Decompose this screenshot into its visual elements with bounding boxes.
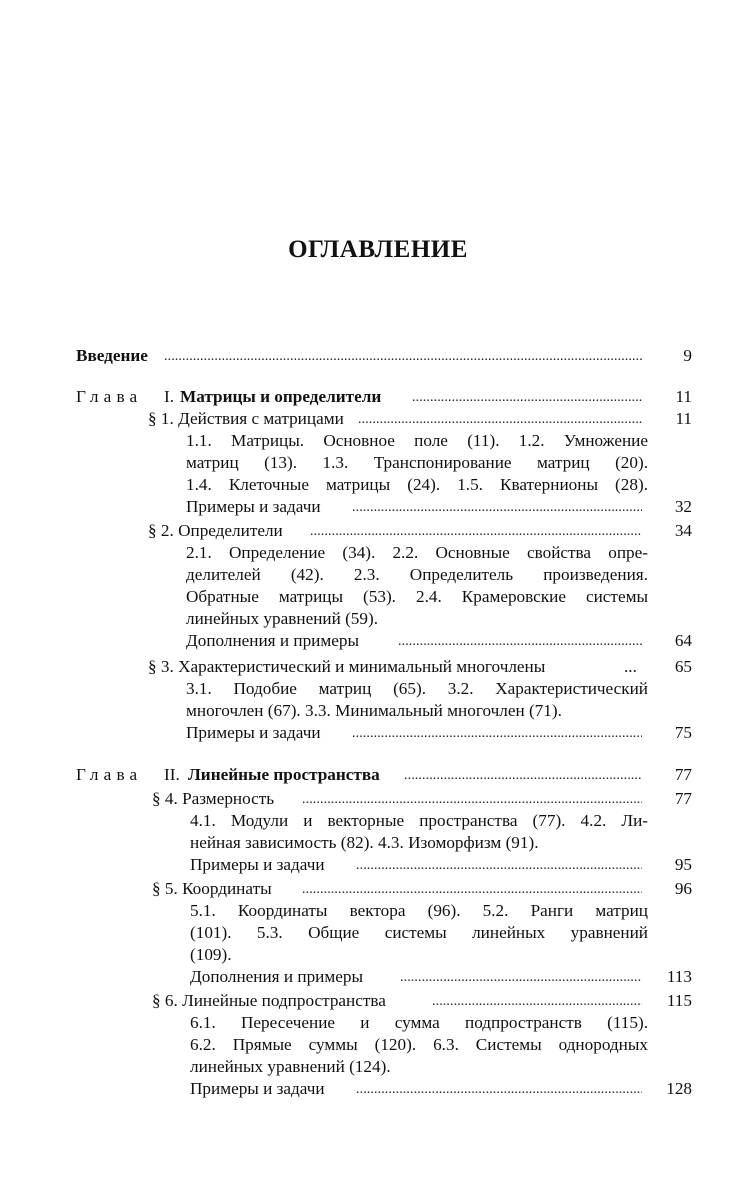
leader-dots: [352, 497, 642, 519]
section-description-line: линейных уравнений (59).: [186, 609, 379, 628]
leader-dots: [358, 409, 642, 431]
section-description-line: 2.1. Определение (34). 2.2. Основные свойства опре-: [186, 543, 648, 562]
toc-entry-section-5[interactable]: [0, 878, 756, 900]
leader-dots: [302, 879, 642, 901]
toc-label: Примеры и задачи: [190, 1079, 325, 1098]
toc-entry-section-2[interactable]: [0, 520, 756, 542]
toc-page: 11: [675, 387, 692, 406]
toc-label: § 2. Определители: [148, 521, 283, 540]
section-description-line: 1.4. Клеточные матрицы (24). 1.5. Кватернионы (28).: [186, 475, 648, 494]
leader-dots: [302, 789, 642, 811]
section-description-line: (109).: [190, 945, 232, 964]
leader-dots: [164, 346, 642, 368]
toc-page: 64: [674, 631, 692, 650]
section-description-line: (101). 5.3. Общие системы линейных уравнений: [190, 923, 648, 942]
toc-page: 75: [674, 723, 692, 742]
section-description-line: делителей (42). 2.3. Определитель произведения.: [186, 565, 648, 584]
toc-label: § 1. Действия с матрицами: [148, 409, 344, 428]
toc-label: Линейные пространства: [188, 765, 380, 784]
chapter-word: Глава: [76, 387, 143, 406]
page-title: ОГЛАВЛЕНИЕ: [288, 236, 468, 263]
toc-entry-section-1[interactable]: [0, 408, 756, 430]
toc-label: Дополнения и примеры: [186, 631, 360, 650]
toc-label: § 3. Характеристический и минимальный многочлены: [148, 657, 546, 676]
section-description-line: матриц (13). 1.3. Транспонирование матриц (20).: [186, 453, 648, 472]
toc-page: 11: [675, 409, 692, 428]
toc-entry-chapter-2[interactable]: [0, 764, 756, 786]
leader-dots: [404, 765, 642, 787]
leader-dots: [400, 967, 642, 989]
leader-dots: [352, 723, 642, 745]
toc-page: 128: [666, 1079, 692, 1098]
toc-label: § 5. Координаты: [152, 879, 272, 898]
leader-dots: [412, 387, 642, 409]
toc-label: Введение: [76, 346, 148, 365]
toc-page: 115: [666, 991, 692, 1010]
section-description-line: 6.2. Прямые суммы (120). 6.3. Системы однородных: [190, 1035, 648, 1054]
toc-page: 95: [674, 855, 692, 874]
toc-page: 96: [674, 879, 692, 898]
toc-page: 65: [674, 657, 692, 676]
toc-label: Примеры и задачи: [190, 855, 325, 874]
toc-label: Примеры и задачи: [186, 497, 321, 516]
ellipsis: ...: [624, 657, 637, 676]
section-description-line: 6.1. Пересечение и сумма подпространств (115).: [190, 1013, 648, 1032]
toc-label: § 4. Размерность: [152, 789, 275, 808]
leader-dots: [310, 521, 642, 543]
toc-entry-examples[interactable]: [0, 722, 756, 744]
toc-entry-section-6[interactable]: [0, 990, 756, 1012]
toc-entry-section-4[interactable]: [0, 788, 756, 810]
toc-entry-examples[interactable]: [0, 1078, 756, 1100]
toc-page: 113: [666, 967, 692, 986]
chapter-number: I.: [164, 387, 175, 406]
section-description-line: 3.1. Подобие матриц (65). 3.2. Характеристический: [186, 679, 648, 698]
toc-entry-chapter-1[interactable]: [0, 386, 756, 408]
section-description-line: нейная зависимость (82). 4.3. Изоморфизм (91).: [190, 833, 539, 852]
toc-entry-examples[interactable]: [0, 854, 756, 876]
toc-page: 77: [674, 765, 692, 784]
toc-label: § 6. Линейные подпространства: [152, 991, 386, 1010]
toc-label: Примеры и задачи: [186, 723, 321, 742]
section-description-line: 5.1. Координаты вектора (96). 5.2. Ранги матриц: [190, 901, 648, 920]
section-description-line: Обратные матрицы (53). 2.4. Крамеровские системы: [186, 587, 648, 606]
toc-entry-supplements[interactable]: [0, 966, 756, 988]
leader-dots: [356, 855, 642, 877]
leader-dots: [432, 991, 642, 1013]
chapter-number: II.: [164, 765, 180, 784]
toc-page: 77: [674, 789, 692, 808]
section-description-line: 1.1. Матрицы. Основное поле (11). 1.2. Умножение: [186, 431, 648, 450]
toc-label: Дополнения и примеры: [190, 967, 364, 986]
toc-page: 32: [674, 497, 692, 516]
toc-entry-introduction[interactable]: [0, 345, 756, 367]
leader-dots: [356, 1079, 642, 1101]
toc-label: Матрицы и определители: [180, 387, 382, 406]
section-description-line: многочлен (67). 3.3. Минимальный многочлен (71).: [186, 701, 562, 720]
leader-dots: [398, 631, 642, 653]
toc-page: 34: [674, 521, 692, 540]
toc-entry-section-3[interactable]: [0, 656, 756, 678]
toc-entry-supplements[interactable]: [0, 630, 756, 652]
section-description-line: 4.1. Модули и векторные пространства (77). 4.2. Ли-: [190, 811, 648, 830]
chapter-word: Глава: [76, 765, 143, 784]
section-description-line: линейных уравнений (124).: [190, 1057, 391, 1076]
toc-entry-examples[interactable]: [0, 496, 756, 518]
toc-page: 9: [683, 346, 692, 365]
